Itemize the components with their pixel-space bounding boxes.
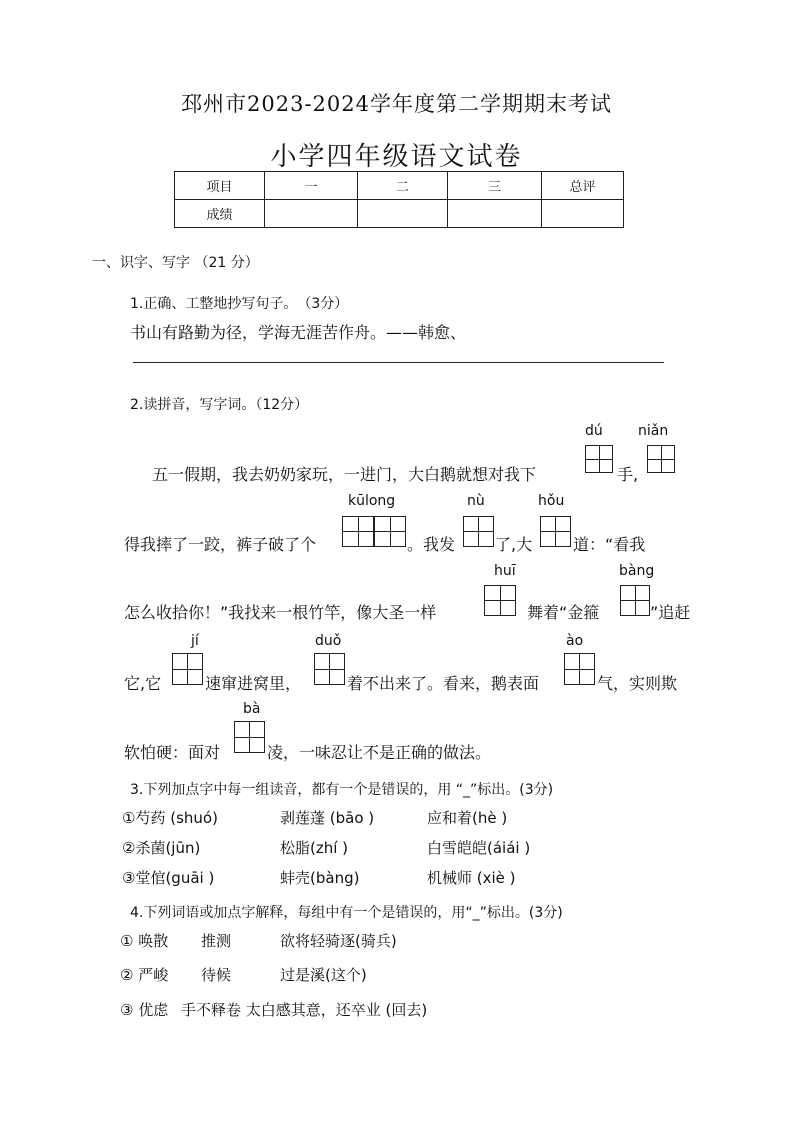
pinyin-kulong: kūlong bbox=[348, 493, 396, 509]
writing-box-duo[interactable] bbox=[314, 653, 345, 685]
q2-text-3c: ”追赶 bbox=[650, 603, 691, 622]
q2-text-1a: 五一假期，我去奶奶家玩，一进门，大白鹅就想对我下 bbox=[152, 465, 537, 484]
q4-row2-a: ② 严峻 bbox=[120, 966, 169, 984]
score-cell-2[interactable] bbox=[358, 200, 448, 228]
q2-text-1b: 手, bbox=[617, 465, 639, 484]
q3-prompt: 3.下列加点字中每一组读音，都有一个是错误的，用 “_”标出。(3分) bbox=[130, 782, 554, 798]
q4-row2-c: 过是溪(这个) bbox=[280, 966, 367, 984]
q4-row3-a: ③ 优虑 bbox=[120, 1001, 169, 1019]
score-table-score-row bbox=[175, 200, 624, 228]
q3-row2-b: 松脂(zhí ) bbox=[280, 839, 349, 857]
exam-title: 邳州市2023-2024学年度第二学期期末考试 bbox=[181, 92, 612, 116]
q2-text-5b: 凌，一味忍让不是正确的做法。 bbox=[267, 743, 492, 762]
pinyin-hou: hǒu bbox=[538, 493, 565, 509]
q3-row1-a: ①芍药 (shuó) bbox=[122, 809, 218, 827]
q3-row3-b: 蚌壳(bàng) bbox=[280, 869, 360, 887]
score-row-label: 成绩 bbox=[175, 200, 265, 228]
q2-text-4a: 它,它 bbox=[124, 674, 162, 693]
writing-box-ji[interactable] bbox=[172, 653, 203, 685]
q3-row1-b: 剥莲蓬 (bāo ) bbox=[280, 809, 375, 827]
q3-row3-a: ③堂倌(guāi ) bbox=[122, 869, 215, 887]
q4-row2-b: 待候 bbox=[201, 966, 232, 984]
q3-row3-c: 机械师 (xiè ) bbox=[427, 869, 516, 887]
q4-prompt: 4.下列词语或加点字解释，每组中有一个是错误的，用“_”标出。(3分) bbox=[130, 905, 563, 921]
q2-text-2c: 了,大 bbox=[495, 535, 533, 554]
q2-text-3b: 舞着“金箍 bbox=[527, 603, 600, 622]
writing-box-nian[interactable] bbox=[647, 445, 675, 473]
q4-row1-a: ① 唤散 bbox=[120, 932, 169, 950]
pinyin-du: dú bbox=[585, 423, 603, 439]
q4-row1-b: 推测 bbox=[201, 932, 232, 950]
writing-box-hou[interactable] bbox=[540, 516, 571, 547]
pinyin-duo: duǒ bbox=[315, 633, 342, 649]
q4-row3-b: 手不释卷 太白感其意，还卒业 (回去) bbox=[181, 1001, 428, 1019]
score-table bbox=[174, 171, 624, 228]
q2-text-2b: 。我发 bbox=[407, 535, 456, 554]
pinyin-nian: niǎn bbox=[638, 423, 669, 439]
score-header-total: 总评 bbox=[542, 172, 624, 200]
writing-box-hui[interactable] bbox=[484, 585, 516, 616]
q2-text-5a: 软怕硬：面对 bbox=[124, 743, 221, 762]
pinyin-nu: nù bbox=[467, 493, 485, 509]
q1-sentence: 书山有路勤为径，学海无涯苦作舟。——韩愈、 bbox=[130, 323, 467, 342]
score-header-1: 一 bbox=[265, 172, 358, 200]
score-header-2: 二 bbox=[358, 172, 448, 200]
score-header-3: 三 bbox=[448, 172, 542, 200]
writing-box-bang[interactable] bbox=[620, 585, 650, 616]
q4-row1-c: 欲将轻骑逐(骑兵) bbox=[280, 932, 397, 950]
q2-text-2a: 得我摔了一跤，裤子破了个 bbox=[124, 535, 317, 554]
section-1-title: 一、识字、写字 （21 分） bbox=[92, 255, 259, 271]
q3-row2-c: 白雪皑皑(áiái ) bbox=[427, 839, 531, 857]
score-cell-total[interactable] bbox=[542, 200, 624, 228]
writing-box-long[interactable] bbox=[374, 516, 406, 547]
q2-text-4b: 速窜进窝里， bbox=[205, 674, 302, 693]
pinyin-ba: bà bbox=[243, 701, 261, 717]
exam-subtitle: 小学四年级语文试卷 bbox=[270, 142, 523, 172]
score-cell-1[interactable] bbox=[265, 200, 358, 228]
score-header-item: 项目 bbox=[175, 172, 265, 200]
pinyin-ao: ào bbox=[566, 633, 584, 649]
q1-prompt: 1.正确、工整地抄写句子。 （3分） bbox=[130, 296, 349, 312]
q2-text-4d: 气，实则欺 bbox=[597, 674, 678, 693]
pinyin-ji: jí bbox=[191, 633, 199, 649]
writing-box-nu[interactable] bbox=[463, 516, 494, 547]
q2-text-3a: 怎么收拾你！”我找来一根竹竿，像大圣一样 bbox=[124, 603, 437, 622]
writing-box-ao[interactable] bbox=[564, 653, 595, 685]
q2-prompt: 2.读拼音，写字词。（12分） bbox=[130, 397, 309, 413]
writing-box-ku[interactable] bbox=[342, 516, 374, 547]
q3-row2-a: ②杀菌(jūn) bbox=[122, 839, 201, 857]
q2-text-2d: 道：“看我 bbox=[573, 535, 646, 554]
pinyin-hui: huī bbox=[494, 563, 516, 579]
writing-box-du[interactable] bbox=[585, 445, 613, 473]
writing-box-ba[interactable] bbox=[234, 721, 265, 753]
score-table-header-row bbox=[175, 172, 624, 200]
q3-row1-c: 应和着(hè ) bbox=[427, 809, 508, 827]
pinyin-bang: bàng bbox=[619, 563, 655, 579]
score-cell-3[interactable] bbox=[448, 200, 542, 228]
q2-text-4c: 着不出来了。看来，鹅表面 bbox=[347, 674, 540, 693]
q1-answer-line[interactable] bbox=[133, 362, 664, 363]
